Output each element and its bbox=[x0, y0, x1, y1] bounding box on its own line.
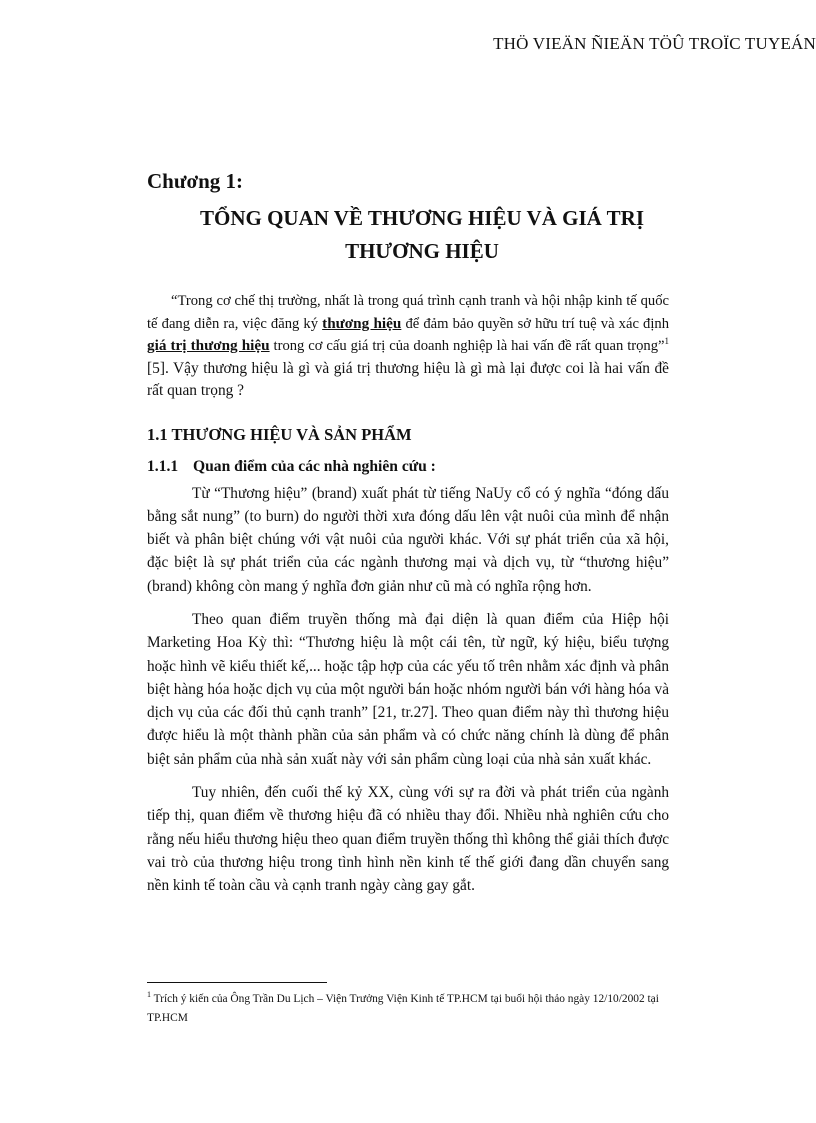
footnote-text: Trích ý kiến của Ông Trần Du Lịch – Viện Trưởng Viện Kinh tế TP.HCM tại buổi hội thảo ngày 12/10/2002 tại TP.HCM bbox=[147, 993, 659, 1024]
chapter-label: Chương 1: bbox=[147, 169, 243, 193]
intro-text-1: “Trong cơ chế thị trường, nhất là trong quá trình cạnh tranh và hội nhập kinh tế quốc tế đang diễn ra, việc đăng ký bbox=[147, 293, 669, 332]
subsection-title: Quan điểm của các nhà nghiên cứu : bbox=[193, 457, 436, 475]
subsection-heading bbox=[147, 455, 669, 479]
intro-text-3: trong cơ cấu giá trị của doanh nghiệp là hai vấn đề rất quan trọng” bbox=[269, 338, 665, 354]
running-header: THÖ VIEÄN ÑIEÄN TÖÛ TROÏC TUYEÁN bbox=[493, 34, 816, 53]
body-paragraph-3: Tuy nhiên, đến cuối thế kỷ XX, cùng với sự ra đời và phát triển của ngành tiếp thị, quan điểm về thương hiệu đã có nhiều thay đổi. Nhiều nhà nghiên cứu cho rằng nếu hiểu thương hiệu theo quan điểm truyền thống thì không thể giải thích được vai trò của thương hiệu trong tình hình nền kinh tế thế giới đang dần chuyển sang nền kinh tế toàn cầu và cạnh tranh ngày càng gay gắt. bbox=[147, 784, 669, 895]
page-content bbox=[147, 168, 669, 898]
body-paragraph-2: Theo quan điểm truyền thống mà đại diện là quan điểm của Hiệp hội Marketing Hoa Kỳ thì: “Thương hiệu là một cái tên, từ ngữ, ký hiệu, biểu tượng hoặc hình vẽ kiểu thiết kế,... hoặc tập hợp của các yếu tố trên nhằm xác định và phân biệt hàng hóa hoặc dịch vụ của một người bán hoặc nhóm người bán với hàng hóa và dịch vụ của các đối thủ cạnh tranh” [21, tr.27]. Theo quan điểm này thì thương hiệu được hiểu là một thành phần của sản phẩm và có chức năng chính là dùng để phân biệt sản phẩm của nhà sản xuất này với sản phẩm cùng loại của nhà sản xuất khác. bbox=[147, 610, 669, 768]
chapter-title-line-2: THƯƠNG HIỆU bbox=[345, 239, 499, 263]
chapter-title-line-1: TỔNG QUAN VỀ THƯƠNG HIỆU VÀ GIÁ TRỊ bbox=[200, 206, 644, 230]
footnote-divider bbox=[147, 982, 327, 983]
footnote-reference: 1 bbox=[664, 336, 669, 347]
body-paragraph-1: Từ “Thương hiệu” (brand) xuất phát từ tiếng NaUy cổ có ý nghĩa “đóng dấu bằng sắt nung” (to burn) do người thời xưa đóng dấu lên vật nuôi của mình để nhận biết và phân biệt chúng với vật nuôi của người khác. Với sự phát triển của xã hội, đặc biệt là sự phát triển của các ngành thương mại và dịch vụ, từ “thương hiệu” (brand) không còn mang ý nghĩa đơn giản như cũ mà có nghĩa rộng hơn. bbox=[147, 484, 669, 595]
footnote bbox=[147, 990, 669, 1028]
intro-text-2: để đảm bảo quyền sở hữu trí tuệ và xác định bbox=[401, 315, 669, 332]
subsection-number: 1.1.1 bbox=[147, 457, 179, 475]
section-heading: 1.1 THƯƠNG HIỆU VÀ SẢN PHẨM bbox=[147, 424, 412, 444]
intro-emphasis-brand: thương hiệu bbox=[322, 314, 402, 332]
chapter-title bbox=[175, 202, 669, 268]
intro-text-4: [5]. Vậy thương hiệu là gì và giá trị thương hiệu là gì mà lại được coi là hai vấn đề rất quan trọng ? bbox=[147, 359, 669, 399]
footnote-mark: 1 bbox=[147, 990, 151, 1000]
intro-emphasis-brand-value: giá trị thương hiệu bbox=[147, 337, 270, 354]
intro-quote bbox=[147, 290, 669, 403]
